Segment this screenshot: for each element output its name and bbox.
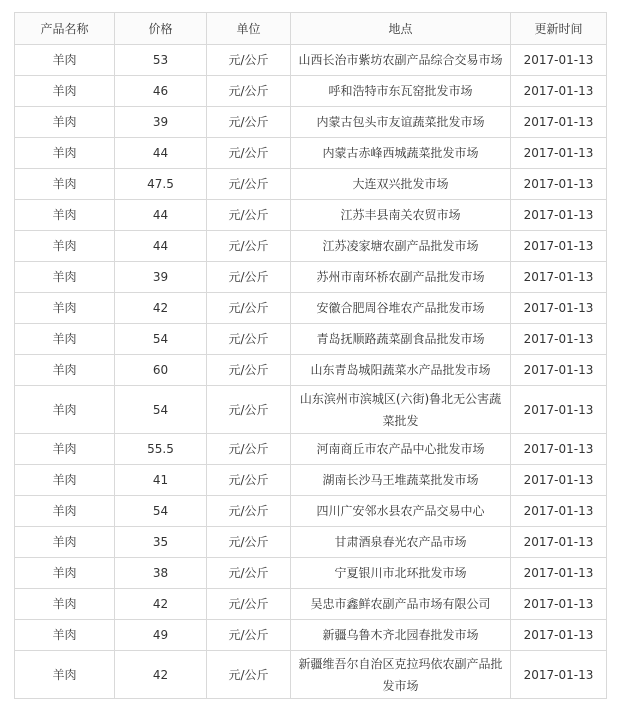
cell-product: 羊肉 <box>15 620 115 651</box>
table-row <box>15 138 607 169</box>
cell-location: 山西长治市紫坊农副产品综合交易市场 <box>291 45 511 76</box>
table-row <box>15 76 607 107</box>
cell-product: 羊肉 <box>15 138 115 169</box>
cell-location: 河南商丘市农产品中心批发市场 <box>291 434 511 465</box>
cell-price: 55.5 <box>115 434 207 465</box>
cell-price: 49 <box>115 620 207 651</box>
cell-location: 四川广安邻水县农产品交易中心 <box>291 496 511 527</box>
cell-price: 39 <box>115 262 207 293</box>
cell-product: 羊肉 <box>15 651 115 699</box>
table-row <box>15 589 607 620</box>
cell-unit: 元/公斤 <box>207 138 291 169</box>
cell-location: 大连双兴批发市场 <box>291 169 511 200</box>
header-location: 地点 <box>291 13 511 45</box>
cell-product: 羊肉 <box>15 231 115 262</box>
cell-unit: 元/公斤 <box>207 231 291 262</box>
cell-unit: 元/公斤 <box>207 465 291 496</box>
cell-date: 2017-01-13 <box>511 527 607 558</box>
cell-date: 2017-01-13 <box>511 496 607 527</box>
cell-unit: 元/公斤 <box>207 45 291 76</box>
cell-product: 羊肉 <box>15 527 115 558</box>
cell-price: 53 <box>115 45 207 76</box>
cell-location: 呼和浩特市东瓦窑批发市场 <box>291 76 511 107</box>
table-header-row <box>15 13 607 45</box>
cell-product: 羊肉 <box>15 324 115 355</box>
cell-price: 42 <box>115 589 207 620</box>
table-row <box>15 262 607 293</box>
cell-unit: 元/公斤 <box>207 496 291 527</box>
table-row <box>15 355 607 386</box>
cell-date: 2017-01-13 <box>511 324 607 355</box>
cell-date: 2017-01-13 <box>511 465 607 496</box>
cell-price: 54 <box>115 386 207 434</box>
cell-unit: 元/公斤 <box>207 434 291 465</box>
cell-price: 54 <box>115 496 207 527</box>
cell-date: 2017-01-13 <box>511 45 607 76</box>
cell-price: 42 <box>115 293 207 324</box>
table-row <box>15 527 607 558</box>
cell-unit: 元/公斤 <box>207 620 291 651</box>
cell-product: 羊肉 <box>15 386 115 434</box>
cell-product: 羊肉 <box>15 355 115 386</box>
cell-date: 2017-01-13 <box>511 169 607 200</box>
table-row <box>15 107 607 138</box>
cell-date: 2017-01-13 <box>511 386 607 434</box>
cell-product: 羊肉 <box>15 76 115 107</box>
cell-unit: 元/公斤 <box>207 651 291 699</box>
cell-date: 2017-01-13 <box>511 434 607 465</box>
cell-price: 44 <box>115 231 207 262</box>
cell-date: 2017-01-13 <box>511 293 607 324</box>
cell-price: 39 <box>115 107 207 138</box>
cell-product: 羊肉 <box>15 169 115 200</box>
table-row <box>15 434 607 465</box>
cell-product: 羊肉 <box>15 589 115 620</box>
cell-date: 2017-01-13 <box>511 138 607 169</box>
cell-date: 2017-01-13 <box>511 262 607 293</box>
cell-price: 35 <box>115 527 207 558</box>
table-row <box>15 558 607 589</box>
cell-location: 甘肃酒泉春光农产品市场 <box>291 527 511 558</box>
cell-product: 羊肉 <box>15 434 115 465</box>
cell-price: 46 <box>115 76 207 107</box>
cell-product: 羊肉 <box>15 262 115 293</box>
cell-date: 2017-01-13 <box>511 355 607 386</box>
price-table-container <box>14 12 607 699</box>
cell-unit: 元/公斤 <box>207 200 291 231</box>
cell-unit: 元/公斤 <box>207 386 291 434</box>
cell-location: 江苏凌家塘农副产品批发市场 <box>291 231 511 262</box>
table-row <box>15 496 607 527</box>
header-product: 产品名称 <box>15 13 115 45</box>
cell-location: 山东青岛城阳蔬菜水产品批发市场 <box>291 355 511 386</box>
cell-unit: 元/公斤 <box>207 293 291 324</box>
table-row <box>15 620 607 651</box>
cell-unit: 元/公斤 <box>207 527 291 558</box>
cell-unit: 元/公斤 <box>207 558 291 589</box>
header-date: 更新时间 <box>511 13 607 45</box>
table-row <box>15 169 607 200</box>
cell-location: 新疆乌鲁木齐北园春批发市场 <box>291 620 511 651</box>
cell-product: 羊肉 <box>15 558 115 589</box>
cell-location: 安徽合肥周谷堆农产品批发市场 <box>291 293 511 324</box>
cell-product: 羊肉 <box>15 200 115 231</box>
cell-unit: 元/公斤 <box>207 76 291 107</box>
price-table <box>14 12 607 699</box>
cell-unit: 元/公斤 <box>207 589 291 620</box>
table-row <box>15 465 607 496</box>
cell-location: 宁夏银川市北环批发市场 <box>291 558 511 589</box>
cell-date: 2017-01-13 <box>511 651 607 699</box>
cell-location: 山东滨州市滨城区(六街)鲁北无公害蔬菜批发 <box>291 386 511 434</box>
cell-price: 42 <box>115 651 207 699</box>
cell-price: 44 <box>115 200 207 231</box>
cell-product: 羊肉 <box>15 45 115 76</box>
cell-price: 47.5 <box>115 169 207 200</box>
cell-date: 2017-01-13 <box>511 589 607 620</box>
table-row <box>15 45 607 76</box>
cell-date: 2017-01-13 <box>511 231 607 262</box>
cell-date: 2017-01-13 <box>511 200 607 231</box>
cell-location: 内蒙古包头市友谊蔬菜批发市场 <box>291 107 511 138</box>
header-unit: 单位 <box>207 13 291 45</box>
table-row <box>15 324 607 355</box>
header-price: 价格 <box>115 13 207 45</box>
cell-price: 44 <box>115 138 207 169</box>
cell-unit: 元/公斤 <box>207 169 291 200</box>
cell-unit: 元/公斤 <box>207 355 291 386</box>
cell-location: 吴忠市鑫鲜农副产品市场有限公司 <box>291 589 511 620</box>
table-body <box>15 45 607 699</box>
table-row <box>15 231 607 262</box>
cell-product: 羊肉 <box>15 496 115 527</box>
table-row <box>15 200 607 231</box>
cell-product: 羊肉 <box>15 293 115 324</box>
cell-unit: 元/公斤 <box>207 107 291 138</box>
cell-date: 2017-01-13 <box>511 620 607 651</box>
cell-unit: 元/公斤 <box>207 262 291 293</box>
table-row <box>15 386 607 434</box>
cell-product: 羊肉 <box>15 465 115 496</box>
cell-location: 青岛抚顺路蔬菜副食品批发市场 <box>291 324 511 355</box>
cell-unit: 元/公斤 <box>207 324 291 355</box>
cell-date: 2017-01-13 <box>511 76 607 107</box>
cell-location: 江苏丰县南关农贸市场 <box>291 200 511 231</box>
cell-location: 湖南长沙马王堆蔬菜批发市场 <box>291 465 511 496</box>
cell-location: 苏州市南环桥农副产品批发市场 <box>291 262 511 293</box>
table-row <box>15 293 607 324</box>
cell-location: 新疆维吾尔自治区克拉玛依农副产品批发市场 <box>291 651 511 699</box>
cell-date: 2017-01-13 <box>511 558 607 589</box>
cell-location: 内蒙古赤峰西城蔬菜批发市场 <box>291 138 511 169</box>
cell-price: 41 <box>115 465 207 496</box>
cell-price: 60 <box>115 355 207 386</box>
cell-price: 54 <box>115 324 207 355</box>
table-row <box>15 651 607 699</box>
cell-price: 38 <box>115 558 207 589</box>
cell-date: 2017-01-13 <box>511 107 607 138</box>
cell-product: 羊肉 <box>15 107 115 138</box>
